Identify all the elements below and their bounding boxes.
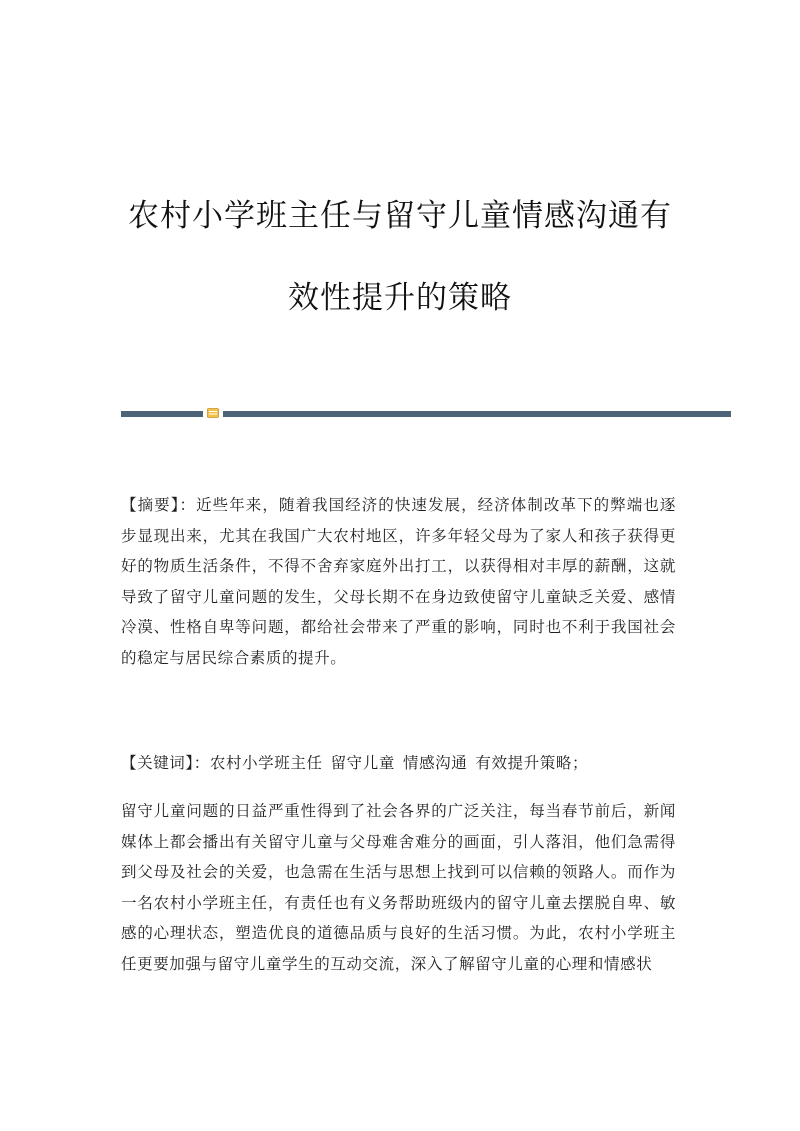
keyword-item: 留守儿童	[330, 754, 395, 772]
keywords-label: 【关键词】	[121, 754, 194, 772]
keywords-paragraph	[121, 748, 676, 779]
keyword-item: 情感沟通	[402, 754, 468, 772]
body-paragraph: 留守儿童问题的日益严重性得到了社会各界的广泛关注，每当春节前后，新闻媒体上都会播出有关留守儿童与父母难舍难分的画面，引人落泪，他们急需得到父母及社会的关爱，也急需在生活与思想上找到可以信赖的领路人。而作为一名农村小学班主任，有责任也有义务帮助班级内的留守儿童去摆脱自卑、敏感的心理状态，塑造优良的道德品质与良好的生活习惯。为此，农村小学班主任更要加强与留守儿童学生的互动交流，深入了解留守儿童的心理和情感状	[121, 802, 676, 973]
document-title-line-1: 农村小学班主任与留守儿童情感沟通有	[128, 198, 672, 234]
book-icon	[207, 408, 219, 418]
title-divider	[121, 408, 731, 418]
keyword-item: 农村小学班主任	[209, 754, 323, 772]
keyword-item: 有效提升策略；	[475, 754, 589, 772]
keywords-separator: ：	[193, 754, 210, 772]
divider-bar-right	[223, 411, 731, 417]
abstract-text: ：近些年来，随着我国经济的快速发展，经济体制改革下的弊端也逐步显现出来，尤其在我国广大农村地区，许多年轻父母为了家人和孩子获得更好的物质生活条件，不得不舍弃家庭外出打工，以获得相对丰厚的薪酬，这就导致了留守儿童问题的发生，父母长期不在身边致使留守儿童缺乏关爱、感情冷漠、性格自卑等问题，都给社会带来了严重的影响，同时也不利于我国社会的稳定与居民综合素质的提升。	[121, 496, 676, 667]
divider-bar-left	[121, 411, 203, 417]
document-title-line-2: 效性提升的策略	[288, 280, 512, 316]
abstract-label: 【摘要】	[121, 496, 180, 514]
abstract-paragraph	[121, 490, 676, 673]
